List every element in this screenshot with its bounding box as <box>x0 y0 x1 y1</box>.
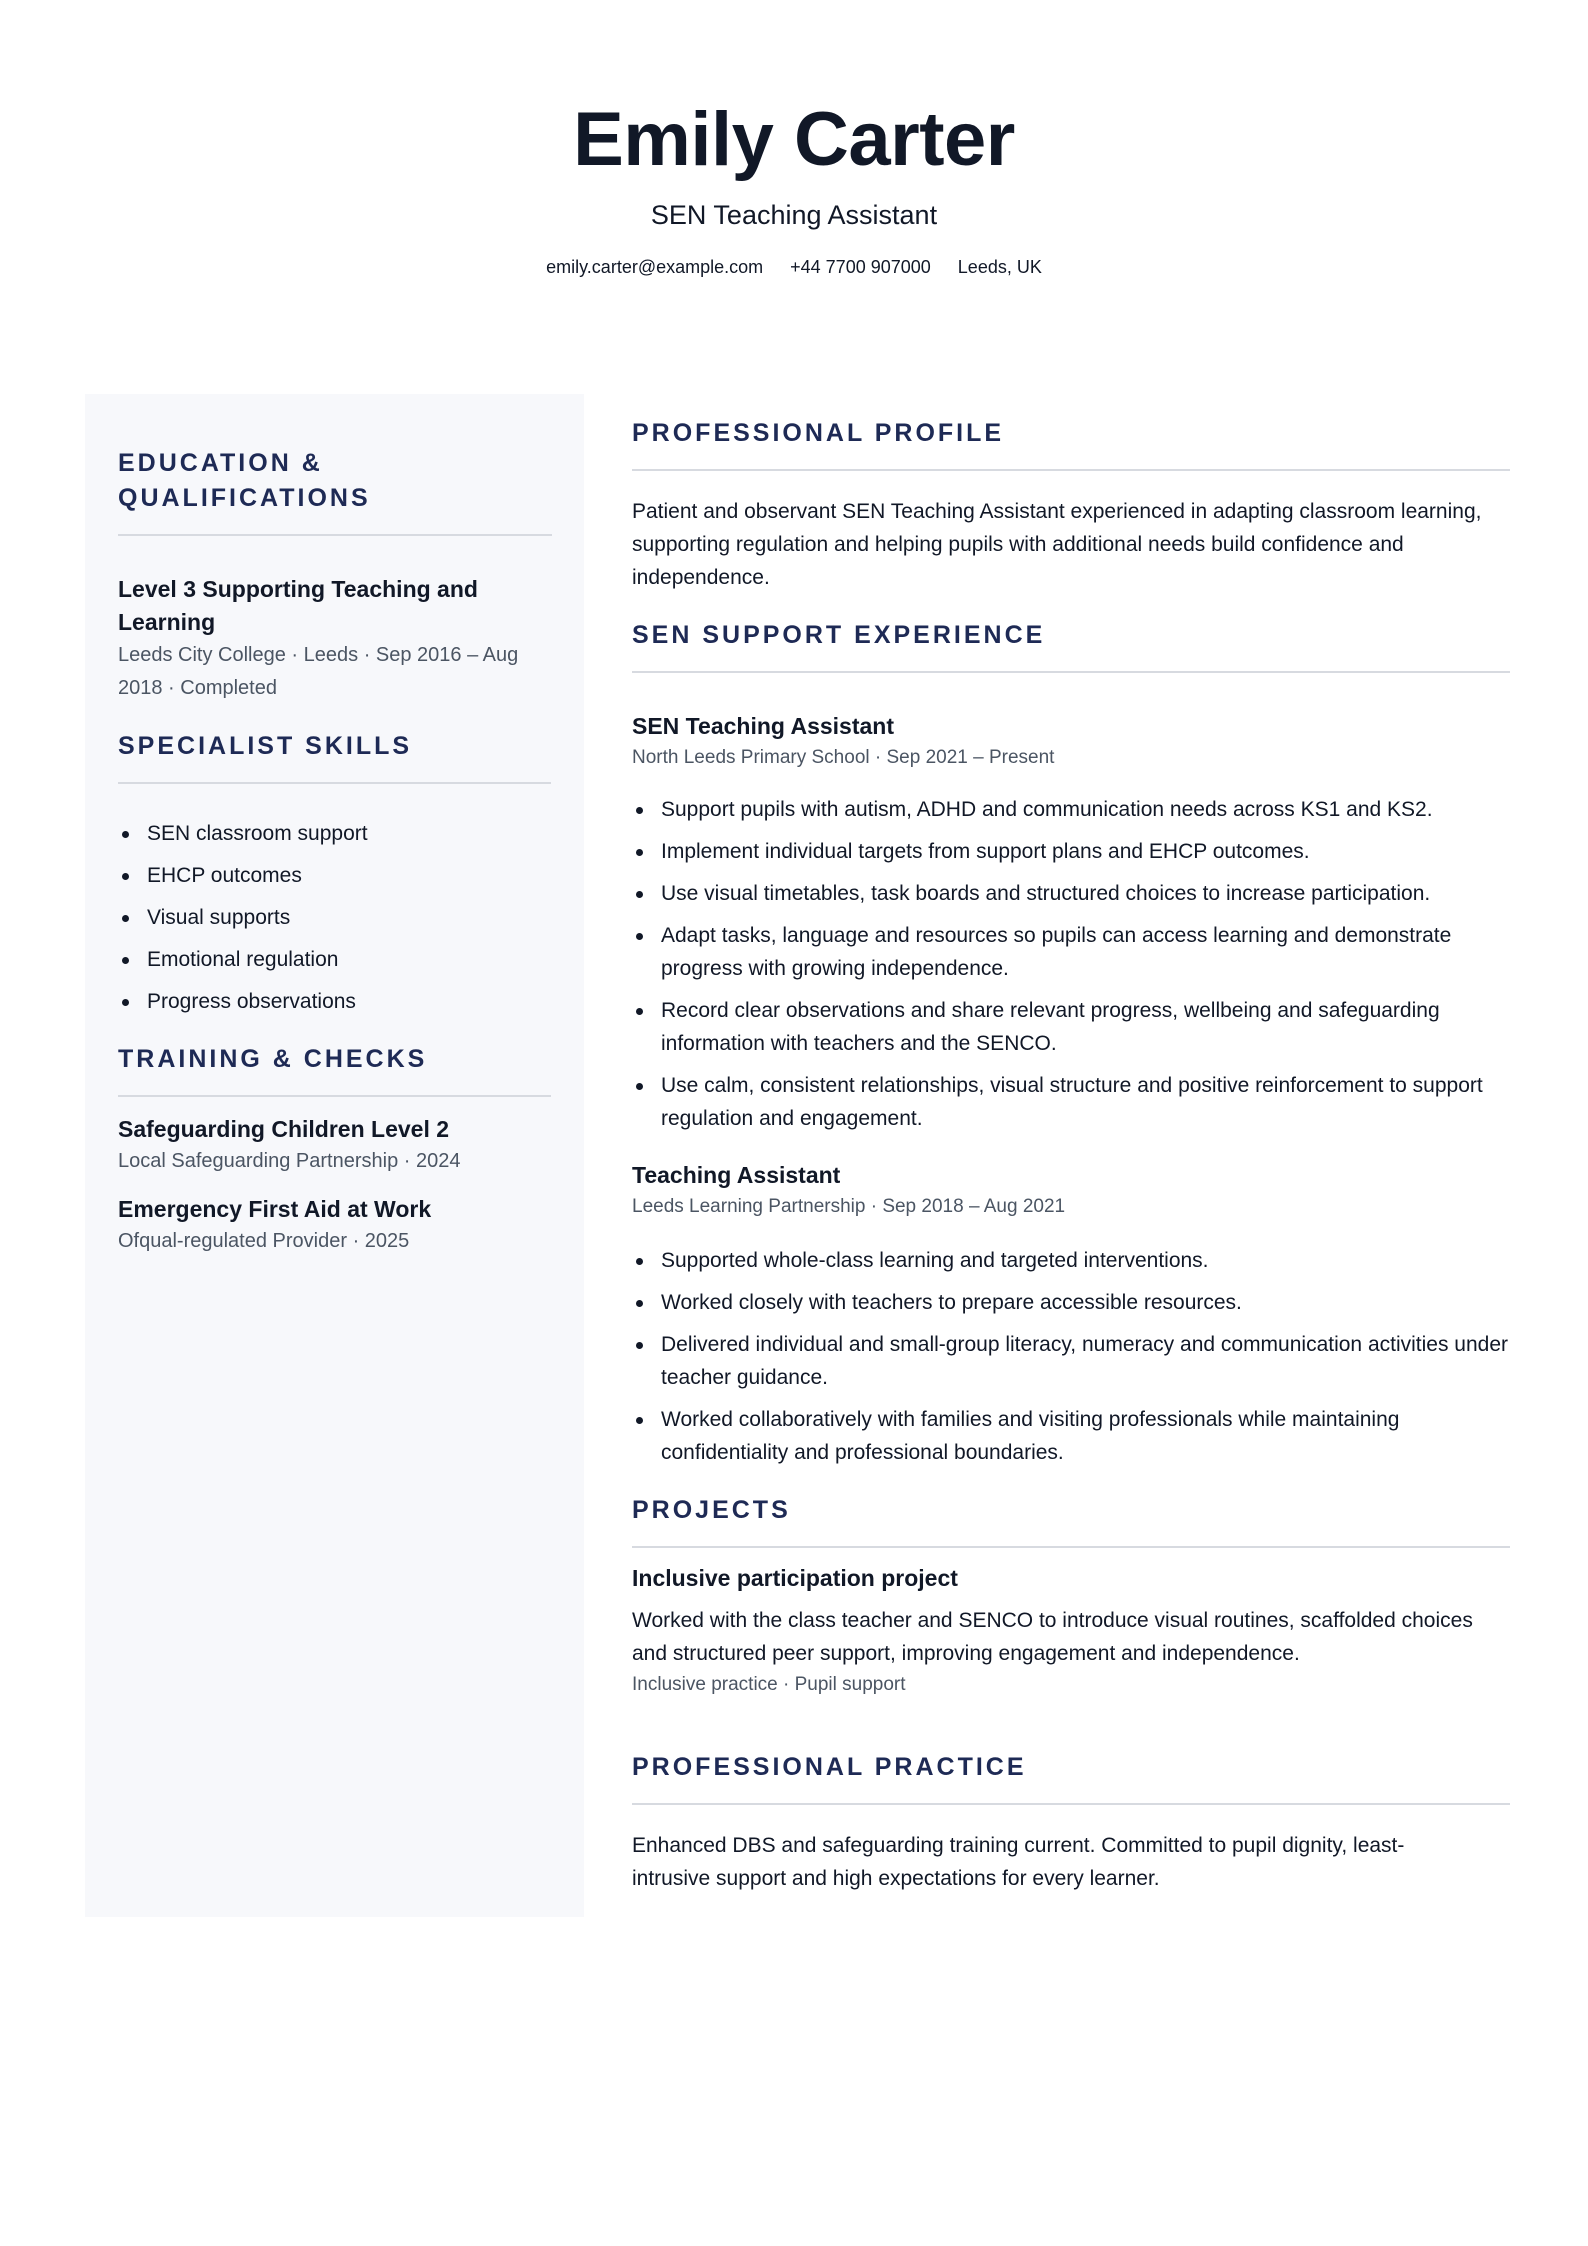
job-entry <box>632 1159 1510 1469</box>
experience-section <box>632 618 1510 1469</box>
skills-list <box>118 817 551 1018</box>
projects-section <box>632 1493 1510 1700</box>
phone-number: +44 7700 907000 <box>790 257 931 277</box>
job-title: SEN Teaching Assistant <box>650 200 938 230</box>
skills-section <box>118 729 551 1018</box>
education-heading: EDUCATION & QUALIFICATIONS <box>118 446 552 536</box>
job-entry <box>632 710 1510 1135</box>
location: Leeds, UK <box>957 257 1042 277</box>
project-entry <box>632 1562 1510 1700</box>
list-item: Emotional regulation <box>147 943 551 976</box>
practice-text: Enhanced DBS and safeguarding training current. Committed to pupil dignity, least-intrusive support and high expectations for every learner. <box>632 1834 1405 1890</box>
job-meta: North Leeds Primary School · Sep 2021 – Present <box>632 747 1055 768</box>
practice-section <box>632 1750 1510 1895</box>
training-detail: Local Safeguarding Partnership · 2024 <box>118 1150 461 1172</box>
qualification-title: Level 3 Supporting Teaching and Learning <box>118 576 478 635</box>
training-title: Safeguarding Children Level 2 <box>118 1116 450 1142</box>
list-item: Progress observations <box>147 985 551 1018</box>
project-description: Worked with the class teacher and SENCO to introduce visual routines, scaffolded choices and structured peer support, improving engagement and independence. <box>632 1609 1473 1665</box>
profile-text: Patient and observant SEN Teaching Assistant experienced in adapting classroom learning, supporting regulation and helping pupils with additional needs build confidence and independence. <box>632 500 1482 589</box>
training-detail: Ofqual-regulated Provider · 2025 <box>118 1230 410 1252</box>
resume-header <box>0 92 1588 278</box>
contact-info <box>0 257 1588 278</box>
education-section <box>118 446 551 705</box>
project-tags: Inclusive practice · Pupil support <box>632 1674 906 1695</box>
list-item: Use calm, consistent relationships, visual structure and positive reinforcement to support regulation and engagement. <box>661 1069 1510 1135</box>
experience-heading: SEN SUPPORT EXPERIENCE <box>632 618 1510 673</box>
list-item: Worked closely with teachers to prepare accessible resources. <box>661 1286 1510 1319</box>
list-item: Support pupils with autism, ADHD and communication needs across KS1 and KS2. <box>661 793 1510 826</box>
list-item: Visual supports <box>147 901 551 934</box>
job-bullets <box>632 793 1510 1135</box>
training-heading: TRAINING & CHECKS <box>118 1042 551 1097</box>
job-role: SEN Teaching Assistant <box>632 713 895 739</box>
job-meta: Leeds Learning Partnership · Sep 2018 – Aug 2021 <box>632 1196 1066 1217</box>
project-title: Inclusive participation project <box>632 1565 958 1591</box>
list-item: EHCP outcomes <box>147 859 551 892</box>
training-item <box>118 1113 551 1176</box>
practice-heading: PROFESSIONAL PRACTICE <box>632 1750 1510 1805</box>
qualification-detail: Leeds City College · Leeds · Sep 2016 – Aug 2018 · Completed <box>118 644 519 699</box>
list-item: Implement individual targets from support plans and EHCP outcomes. <box>661 835 1510 868</box>
list-item: Worked collaboratively with families and visiting professionals while maintaining confidentiality and professional boundaries. <box>661 1403 1510 1469</box>
list-item: Supported whole-class learning and targeted interventions. <box>661 1244 1510 1277</box>
skills-heading: SPECIALIST SKILLS <box>118 729 551 784</box>
profile-section <box>632 416 1510 594</box>
job-bullets <box>632 1244 1510 1469</box>
main-content <box>632 416 1510 1895</box>
training-item <box>118 1193 551 1256</box>
candidate-name: Emily Carter <box>573 97 1015 182</box>
list-item: Adapt tasks, language and resources so pupils can access learning and demonstrate progress with growing independence. <box>661 919 1510 985</box>
job-role: Teaching Assistant <box>632 1162 841 1188</box>
list-item: Delivered individual and small-group literacy, numeracy and communication activities under teacher guidance. <box>661 1328 1510 1394</box>
education-item <box>118 573 551 705</box>
projects-heading: PROJECTS <box>632 1493 1510 1548</box>
sidebar <box>85 394 584 1917</box>
list-item: SEN classroom support <box>147 817 551 850</box>
training-title: Emergency First Aid at Work <box>118 1196 432 1222</box>
email-address: emily.carter@example.com <box>546 257 764 277</box>
training-section <box>118 1042 551 1256</box>
profile-heading: PROFESSIONAL PROFILE <box>632 416 1510 471</box>
list-item: Record clear observations and share relevant progress, wellbeing and safeguarding information with teachers and the SENCO. <box>661 994 1510 1060</box>
list-item: Use visual timetables, task boards and structured choices to increase participation. <box>661 877 1510 910</box>
